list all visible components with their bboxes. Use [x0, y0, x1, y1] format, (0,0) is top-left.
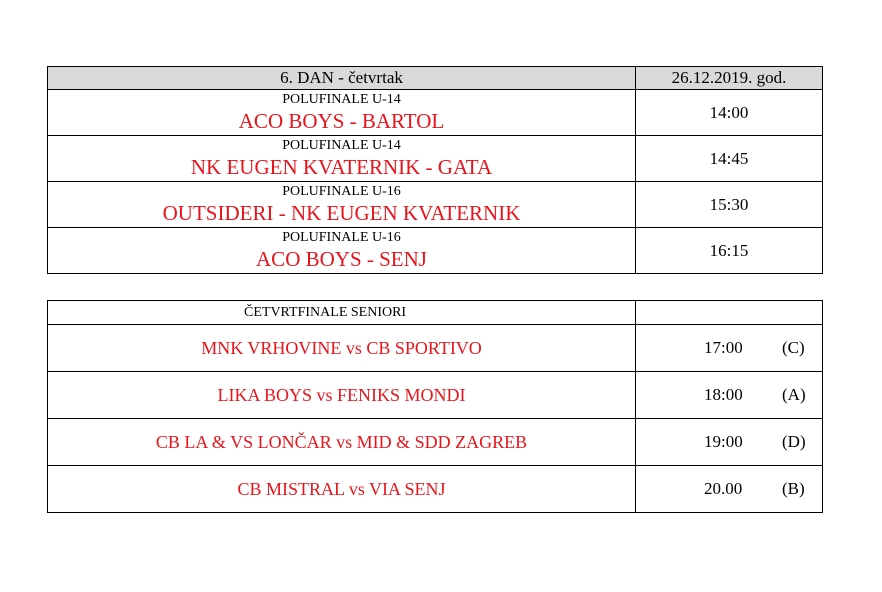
match-time: 16:15 [636, 228, 823, 274]
match-time-cell [636, 419, 823, 466]
match-teams: OUTSIDERI - NK EUGEN KVATERNIK [162, 200, 521, 225]
match-teams: MNK VRHOVINE vs CB SPORTIVO [48, 325, 636, 372]
match-time: 18:00 [704, 385, 743, 404]
match-teams: NK EUGEN KVATERNIK - GATA [190, 154, 493, 179]
quarterfinals-table [47, 300, 823, 513]
match-cell [48, 136, 636, 182]
match-time: 15:30 [636, 182, 823, 228]
match-group: (B) [782, 479, 805, 498]
match-time-cell [636, 325, 823, 372]
match-teams: CB MISTRAL vs VIA SENJ [48, 466, 636, 513]
day-date: 26.12.2019. god. [636, 67, 823, 90]
match-time: 17:00 [704, 338, 743, 357]
match-cell [48, 90, 636, 136]
match-cell [48, 182, 636, 228]
match-category: POLUFINALE U-16 [282, 183, 401, 199]
match-time: 19:00 [704, 432, 743, 451]
match-category: POLUFINALE U-14 [282, 137, 401, 153]
match-group: (D) [782, 432, 806, 451]
day-header-row [48, 67, 823, 90]
section-header-row [48, 301, 823, 325]
match-cell [48, 228, 636, 274]
table-row [48, 90, 823, 136]
match-category: POLUFINALE U-14 [282, 91, 401, 107]
match-teams: LIKA BOYS vs FENIKS MONDI [48, 372, 636, 419]
match-time-cell [636, 466, 823, 513]
match-group: (A) [782, 385, 806, 404]
match-teams: ACO BOYS - SENJ [256, 246, 427, 271]
match-teams: CB LA & VS LONČAR vs MID & SDD ZAGREB [48, 419, 636, 466]
match-time: 14:45 [636, 136, 823, 182]
table-row [48, 228, 823, 274]
semifinals-table [47, 66, 823, 274]
table-row [48, 466, 823, 513]
match-category: POLUFINALE U-16 [282, 229, 401, 245]
day-title: 6. DAN - četvrtak [48, 67, 636, 90]
match-time: 14:00 [636, 90, 823, 136]
match-group: (C) [782, 338, 805, 357]
table-row [48, 325, 823, 372]
section-header-empty [636, 301, 823, 325]
table-row [48, 182, 823, 228]
match-time-cell [636, 372, 823, 419]
table-row [48, 372, 823, 419]
table-row [48, 136, 823, 182]
match-time: 20.00 [704, 479, 743, 498]
section-title: ČETVRTFINALE SENIORI [48, 301, 636, 325]
match-teams: ACO BOYS - BARTOL [238, 108, 445, 133]
table-row [48, 419, 823, 466]
